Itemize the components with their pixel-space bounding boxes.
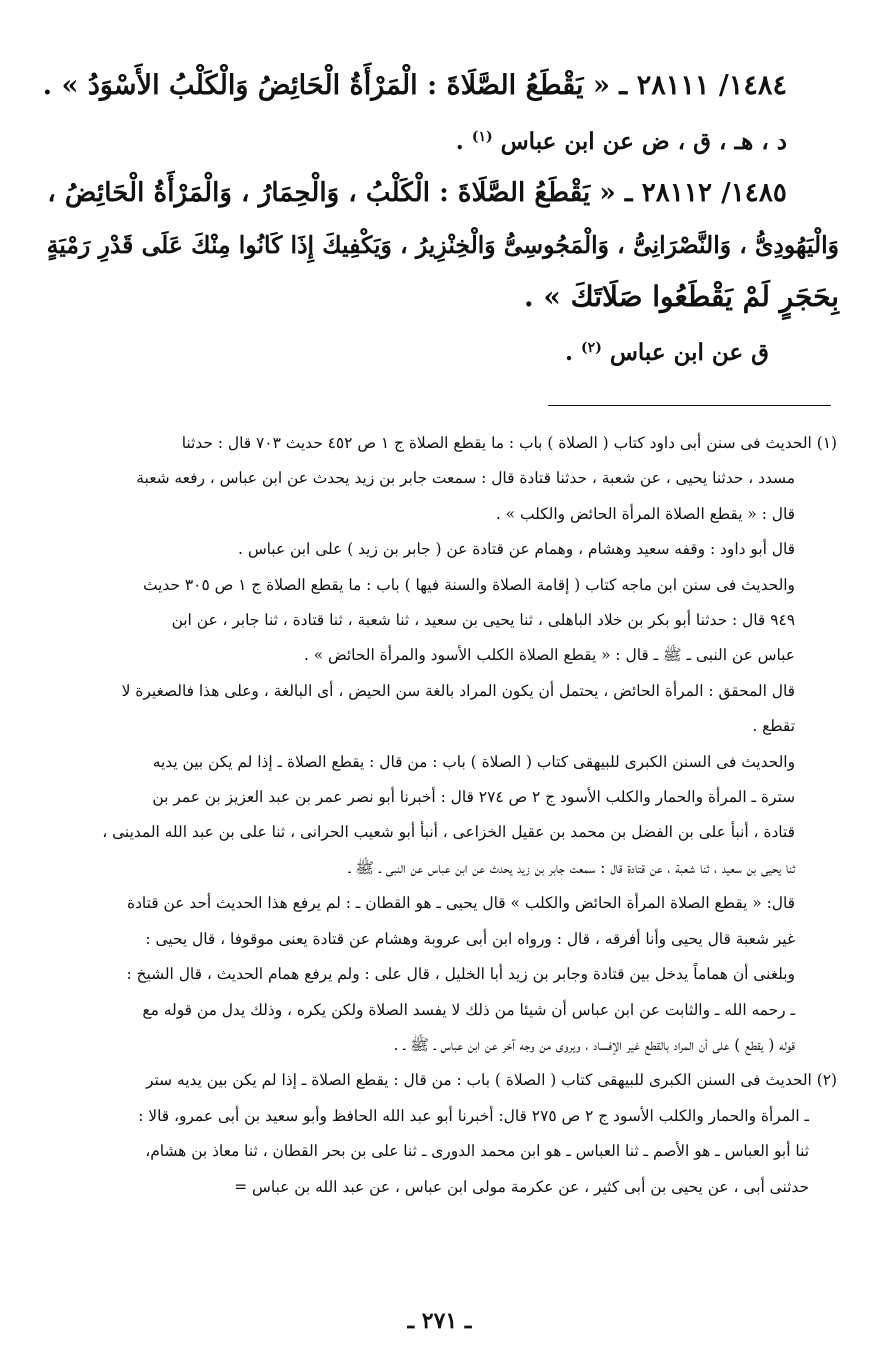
- footnote-1-line: قال المحقق : المرأة الحائض ، يحتمل أن يكون المراد بالغة سن الحيض ، أى البالغة ، وعلى هذا فالصغيرة لا: [121, 681, 795, 700]
- footnote-separator: [548, 405, 831, 406]
- source-text: ق عن ابن عباس: [609, 339, 769, 366]
- footnote-1-line: قال: « يقطع الصلاة المرأة الحائض والكلب » قال يحيى ـ هو القطان ـ : لم يرفع هذا الحديث أحد عن قتادة: [127, 894, 795, 913]
- footnote-1-line: سترة ـ المرأة والحمار والكلب الأسود ج ٢ ص ٢٧٤ قال : أخبرنا أبو نصر عمر بن عبد العزيز بن عمر بن: [152, 788, 795, 807]
- footnote-2-line: ثنا أبو العباس ـ هو الأصم ـ ثنا العباس ـ هو ابن محمد الدورى ـ ثنا على بن بحر القطان ، ثنا معاذ بن هشام،: [145, 1142, 809, 1161]
- footnote-2-line: ـ المرأة والحمار والكلب الأسود ج ٢ ص ٢٧٥ قال: أخبرنا أبو عبد الله الحافظ وأبو سعيد بن أبى عمرو، قالا :: [138, 1106, 809, 1125]
- footnote-1-line: غير شعبة قال يحيى وأنا أفرقه ، قال : ورواه ابن أبى عروبة وهشام عن قتادة يعنى موقوفا ، قال يحيى :: [145, 929, 795, 948]
- hadith-1484: ١٤٨٤/ ٢٨١١١ ـ « يَقْطَعُ الصَّلَاةَ : الْمَرْأَةُ الْحَائِضُ وَالْكَلْبُ الأَسْوَدُ » .: [42, 70, 787, 101]
- footnote-ref-2: (٢): [581, 340, 602, 356]
- footnotes: [48, 426, 837, 1205]
- footnote-2-line: حدثنى أبى ، عن يحيى بن أبى كثير ، عن عكرمة مولى ابن عباس ، عن عبد الله بن عباس =: [234, 1177, 809, 1196]
- footnote-1-line: قال أبو داود : وقفه سعيد وهشام ، وهمام عن قتادة عن ( جابر بن زيد ) على ابن عباس .: [238, 540, 795, 559]
- footnote-1-line: قتادة ، أنبأ على بن الفضل بن محمد بن عقيل الخزاعى ، أنبأ أبو شعيب الحرانى ، ثنا على بن عبد الله المدينى ،: [102, 823, 795, 842]
- footnote-2-line: (٢) الحديث فى السنن الكبرى للبيهقى كتاب ( الصلاة ) باب : من قال : يقطع الصلاة ـ إذا لم يكن بين يديه ستر: [146, 1071, 837, 1090]
- footnote-1-line: ـ رحمه الله ـ والثابت عن ابن عباس أن شيئا من ذلك لا يفسد الصلاة ولكن يكره ، وذلك يدل من قوله مع: [142, 1000, 795, 1019]
- footnote-1-line: قوله ( يقطع ) على أن المراد بالقطع غير الإفساد ، ويروى من وجه آخر عن ابن عباس ـ ﷺ ـ .: [393, 1035, 795, 1054]
- footnote-1-line: والحديث فى سنن ابن ماجه كتاب ( إقامة الصلاة والسنة فيها ) باب : ما يقطع الصلاة ج ١ ص ٣٠٥ حديث: [143, 575, 795, 594]
- source-text: د ، هـ ، ق ، ض عن ابن عباس: [500, 128, 787, 155]
- footnote-1-line: ٩٤٩ قال : حدثنا أبو بكر بن خلاد الباهلى ، ثنا يحيى بن سعيد ، ثنا شعبة ، ثنا قتادة ، ثنا جابر ، عن ابن: [171, 611, 795, 630]
- page-number: ـ ٢٧١ ـ: [407, 1308, 472, 1334]
- hadith-1484-source: [44, 112, 839, 167]
- footnote-1-line: مسدد ، حدثنا يحيى ، عن شعبة ، حدثنا قتادة قال : سمعت جابر بن زيد يحدث عن ابن عباس ، رفعه شعبة: [136, 469, 795, 488]
- footnote-1-line: ثنا يحيى بن سعيد ، ثنا شعبة ، عن قتادة قال : سمعت جابر بن زيد يحدث عن ابن عباس عن النبى ـ ﷺ ـ: [348, 858, 795, 877]
- footnote-1-line: تقطع .: [752, 717, 795, 736]
- source-end: .: [455, 128, 464, 155]
- hadith-1485-line-1: ١٤٨٥/ ٢٨١١٢ ـ « يَقْطَعُ الصَّلَاةَ : الْكَلْبُ ، وَالْحِمَارُ ، وَالْمَرْأَةُ الْحَائِضُ ،: [47, 177, 787, 208]
- hadith-1485-source: [44, 323, 839, 378]
- footnote-1-line: والحديث فى السنن الكبرى للبيهقى كتاب ( الصلاة ) باب : من قال : يقطع الصلاة ـ إذا لم يكن بين يديه: [152, 752, 795, 771]
- hadith-main-text: [44, 60, 839, 378]
- footnote-ref-1: (١): [471, 129, 493, 145]
- source-end: .: [565, 339, 574, 366]
- hadith-1485-line-2: وَالْيَهُودِىُّ ، وَالنَّصْرَانِىُّ ، وَالْمَجُوسِىُّ وَالْخِنْزِيرُ ، وَيَكْفِيكَ إِذَا كَانُوا مِنْكَ عَلَى قَدْرِ رَمْيَةٍ: [46, 231, 839, 259]
- footnote-1-line: (١) الحديث فى سنن أبى داود كتاب ( الصلاة ) باب : ما يقطع الصلاة ج ١ ص ٤٥٢ حديث ٧٠٣ قال : حدثنا: [181, 434, 837, 452]
- footnote-1-line: وبلغنى أن هماماً يدخل بين قتادة وجابر بن زيد أبا الخليل ، قال على : ولم يرفع همام الحديث ، قال الشيخ :: [126, 965, 795, 984]
- footnote-1-line: عباس عن النبى ـ ﷺ ـ قال : « يقطع الصلاة الكلب الأسود والمرأة الحائض » .: [303, 646, 795, 665]
- footnote-1-line: قال : « يقطع الصلاة المرأة الحائض والكلب » .: [495, 504, 795, 523]
- hadith-1485-line-3: بِحَجَرٍ لَمْ يَقْطَعُوا صَلَاتَكَ » .: [523, 280, 839, 313]
